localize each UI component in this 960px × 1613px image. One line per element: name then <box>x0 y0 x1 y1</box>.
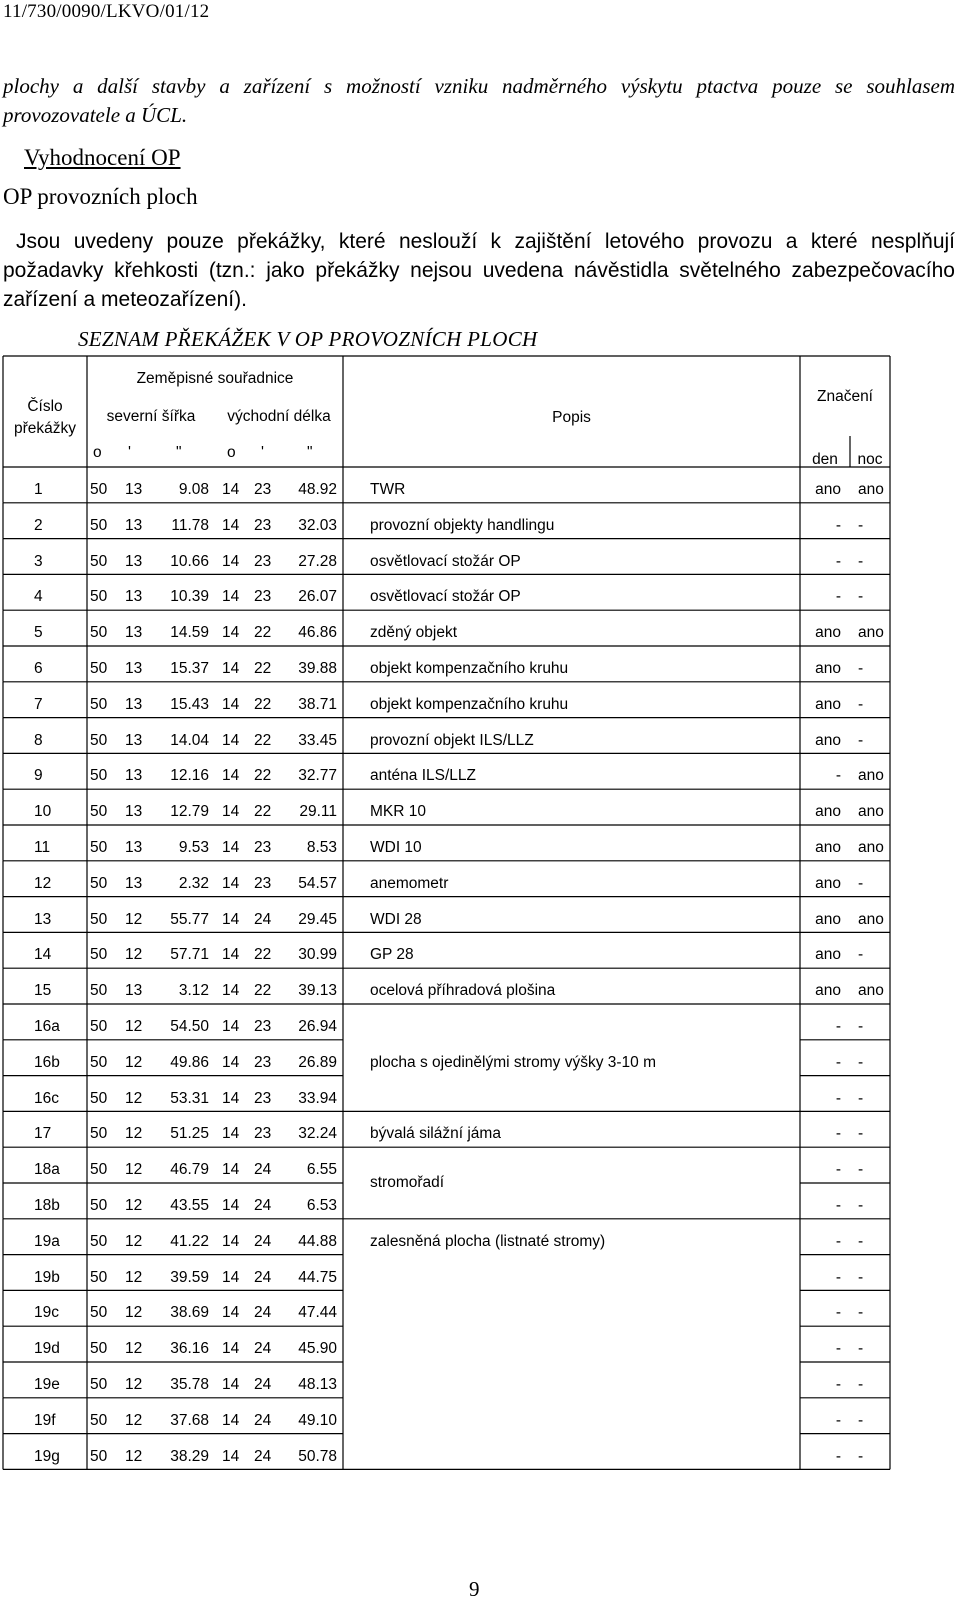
cell-lat-deg: 50 <box>90 695 108 713</box>
cell-lon-deg: 14 <box>222 624 240 642</box>
cell-lon-sec: 38.71 <box>298 695 337 713</box>
cell-lat-sec: 39.59 <box>170 1268 209 1286</box>
cell-lat-min: 12 <box>125 1053 143 1071</box>
header-unit-deg: o <box>93 444 102 461</box>
cell-den: - <box>835 1411 841 1429</box>
cell-lon-deg: 14 <box>222 1268 240 1286</box>
cell-lon-sec: 32.24 <box>298 1125 337 1143</box>
cell-lon-deg: 14 <box>222 1376 240 1393</box>
cell-lat-deg: 50 <box>90 910 108 928</box>
cell-lon-deg: 14 <box>222 695 240 713</box>
cell-lat-deg: 50 <box>90 624 108 642</box>
cell-obstacle-id: 16c <box>34 1089 59 1107</box>
cell-lat-sec: 46.79 <box>170 1161 209 1179</box>
cell-obstacle-id: 9 <box>34 767 43 785</box>
cell-lat-min: 13 <box>125 803 143 821</box>
cell-obstacle-id: 5 <box>34 624 43 642</box>
cell-den: ano <box>815 946 841 964</box>
cell-popis: zděný objekt <box>370 624 458 642</box>
cell-noc: - <box>858 1197 864 1214</box>
cell-lat-sec: 14.04 <box>170 731 209 749</box>
cell-lat-min: 13 <box>125 516 143 534</box>
cell-obstacle-id: 15 <box>34 982 52 1000</box>
cell-lon-sec: 26.94 <box>298 1018 337 1035</box>
cell-noc: - <box>858 1232 864 1250</box>
cell-lat-deg: 50 <box>90 481 108 498</box>
cell-lat-deg: 50 <box>90 1232 108 1250</box>
cell-noc: - <box>858 1340 864 1358</box>
cell-lon-deg: 14 <box>222 946 240 964</box>
header-unit-min: ' <box>261 444 264 461</box>
cell-noc: - <box>858 1268 864 1286</box>
cell-lon-deg: 14 <box>222 1447 240 1465</box>
cell-popis: objekt kompenzačního kruhu <box>370 660 569 677</box>
cell-lon-min: 23 <box>254 481 272 498</box>
cell-lon-deg: 14 <box>222 660 240 677</box>
cell-popis: objekt kompenzačního kruhu <box>370 695 569 713</box>
cell-lon-deg: 14 <box>222 516 240 534</box>
cell-lat-deg: 50 <box>90 731 108 749</box>
cell-lat-sec: 35.78 <box>170 1376 209 1393</box>
cell-lon-deg: 14 <box>222 874 240 892</box>
cell-lon-sec: 44.88 <box>298 1232 337 1250</box>
section-title: Vyhodnocení OP <box>24 145 181 170</box>
cell-lon-sec: 50.78 <box>298 1447 337 1465</box>
cell-obstacle-id: 11 <box>34 839 51 856</box>
header-cislo-line1: Číslo <box>27 398 63 415</box>
cell-lon-sec: 6.53 <box>306 1197 337 1214</box>
cell-lat-min: 12 <box>125 1376 143 1393</box>
cell-noc: ano <box>858 910 884 928</box>
cell-den: ano <box>815 982 841 1000</box>
cell-den: ano <box>815 803 841 821</box>
cell-lon-deg: 14 <box>222 1089 240 1107</box>
cell-den: - <box>835 552 841 570</box>
cell-popis: provozní objekt ILS/LLZ <box>370 731 534 749</box>
cell-lon-deg: 14 <box>222 767 240 785</box>
cell-den: ano <box>815 910 841 928</box>
cell-lat-sec: 9.08 <box>178 481 209 498</box>
header-popis: Popis <box>552 409 591 426</box>
cell-lat-deg: 50 <box>90 803 108 821</box>
cell-den: - <box>835 1376 841 1393</box>
cell-den: - <box>835 1304 841 1322</box>
cell-lon-min: 22 <box>254 695 272 713</box>
cell-noc: - <box>858 1376 864 1393</box>
cell-obstacle-id: 19f <box>34 1411 56 1429</box>
cell-lon-sec: 45.90 <box>298 1340 337 1358</box>
cell-obstacle-id: 8 <box>34 731 43 749</box>
cell-popis: osvětlovací stožár OP <box>370 552 521 570</box>
cell-obstacle-id: 19c <box>34 1304 59 1322</box>
cell-lat-min: 12 <box>125 1304 143 1322</box>
cell-noc: ano <box>858 839 884 856</box>
cell-lon-deg: 14 <box>222 1018 240 1035</box>
cell-lon-min: 23 <box>254 516 272 534</box>
cell-lat-deg: 50 <box>90 588 108 606</box>
cell-lat-deg: 50 <box>90 1018 108 1035</box>
cell-lat-sec: 11.78 <box>171 516 209 534</box>
cell-den: - <box>835 1232 841 1250</box>
cell-lon-sec: 29.45 <box>298 910 337 928</box>
cell-lat-sec: 41.22 <box>170 1232 209 1250</box>
cell-noc: - <box>858 1304 864 1322</box>
cell-lat-min: 13 <box>125 588 143 606</box>
cell-lat-deg: 50 <box>90 946 108 964</box>
cell-lon-min: 23 <box>254 1018 272 1035</box>
cell-noc: - <box>858 731 864 749</box>
cell-lon-min: 23 <box>254 1053 272 1071</box>
cell-lon-min: 24 <box>254 910 272 928</box>
cell-lon-sec: 49.10 <box>298 1411 337 1429</box>
cell-obstacle-id: 19a <box>34 1232 60 1250</box>
cell-lon-min: 24 <box>254 1268 272 1286</box>
cell-lat-sec: 43.55 <box>170 1197 209 1214</box>
cell-obstacle-id: 18a <box>34 1161 60 1179</box>
document-id: 11/730/0090/LKVO/01/12 <box>3 1 210 22</box>
cell-lon-deg: 14 <box>222 910 240 928</box>
cell-lat-min: 12 <box>125 1411 143 1429</box>
cell-lon-min: 22 <box>254 767 272 785</box>
cell-lat-sec: 38.69 <box>170 1304 209 1322</box>
cell-lat-sec: 10.66 <box>170 552 209 570</box>
cell-lon-sec: 48.92 <box>298 481 337 498</box>
body-paragraph: Jsou uvedeny pouze překážky, které neslouží k zajištění letového provozu a které nesplňují požadavky křehkosti (tzn.: jako překážky nejsou uvedena návěstidla světelného zabezpečovacího zařízení a meteozařízení). <box>3 230 955 311</box>
cell-lat-deg: 50 <box>90 767 108 785</box>
cell-lon-deg: 14 <box>222 1232 240 1250</box>
cell-lat-min: 13 <box>125 481 143 498</box>
cell-lon-min: 24 <box>254 1447 272 1465</box>
cell-lat-sec: 54.50 <box>170 1018 209 1035</box>
cell-den: ano <box>815 624 841 642</box>
cell-lon-deg: 14 <box>222 588 240 606</box>
cell-noc: - <box>858 588 864 606</box>
cell-obstacle-id: 19d <box>34 1340 60 1358</box>
header-noc: noc <box>857 451 883 468</box>
cell-lat-deg: 50 <box>90 1411 108 1429</box>
cell-lon-min: 23 <box>254 839 272 856</box>
cell-lat-sec: 57.71 <box>170 946 209 964</box>
cell-lon-sec: 39.13 <box>298 982 337 1000</box>
cell-lon-sec: 8.53 <box>306 839 337 856</box>
cell-obstacle-id: 18b <box>34 1197 60 1214</box>
subsection-title: OP provozních ploch <box>3 184 198 209</box>
cell-lat-min: 12 <box>125 1125 143 1143</box>
cell-lon-deg: 14 <box>222 1304 240 1322</box>
cell-noc: - <box>858 660 864 677</box>
cell-den: - <box>835 516 841 534</box>
cell-den: - <box>835 1161 841 1179</box>
header-unit-sec: " <box>176 444 182 461</box>
cell-noc: - <box>858 946 864 964</box>
cell-lon-min: 24 <box>254 1411 272 1429</box>
cell-lat-deg: 50 <box>90 1161 108 1179</box>
cell-obstacle-id: 6 <box>34 660 43 677</box>
cell-popis: WDI 28 <box>370 910 422 928</box>
header-latitude: severní šířka <box>106 408 196 425</box>
cell-lat-sec: 51.25 <box>170 1125 209 1143</box>
cell-noc: - <box>858 552 864 570</box>
cell-noc: - <box>858 1089 864 1107</box>
cell-obstacle-id: 19b <box>34 1268 60 1286</box>
cell-lon-min: 22 <box>254 803 272 821</box>
header-longitude: východní délka <box>227 408 331 425</box>
cell-lat-sec: 55.77 <box>170 910 209 928</box>
cell-lat-min: 13 <box>125 660 143 677</box>
cell-noc: - <box>858 874 864 892</box>
cell-noc: - <box>858 1053 864 1071</box>
intro-paragraph: plochy a další stavby a zařízení s možností vzniku nadměrného výskytu ptactva pouze se souhlasem provozovatele a ÚCL. <box>3 74 955 127</box>
header-unit-deg: o <box>227 444 236 461</box>
header-unit-sec: " <box>307 444 313 461</box>
cell-obstacle-id: 19e <box>34 1376 60 1393</box>
cell-lat-deg: 50 <box>90 1268 108 1286</box>
cell-den: - <box>835 1197 841 1214</box>
cell-noc: ano <box>858 624 884 642</box>
cell-lat-min: 12 <box>125 1089 143 1107</box>
cell-lat-deg: 50 <box>90 660 108 677</box>
cell-lon-min: 23 <box>254 588 272 606</box>
cell-lon-deg: 14 <box>222 1340 240 1358</box>
cell-lon-sec: 26.07 <box>298 588 337 606</box>
cell-lon-deg: 14 <box>222 803 240 821</box>
cell-obstacle-id: 3 <box>34 552 43 570</box>
cell-lon-sec: 48.13 <box>298 1376 337 1393</box>
cell-lon-deg: 14 <box>222 1125 240 1143</box>
cell-obstacle-id: 2 <box>34 516 43 534</box>
cell-lat-min: 12 <box>125 1197 143 1214</box>
cell-lat-deg: 50 <box>90 1447 108 1465</box>
cell-den: ano <box>815 660 841 677</box>
cell-lat-min: 13 <box>125 624 143 642</box>
cell-noc: ano <box>858 803 884 821</box>
cell-lat-deg: 50 <box>90 1376 108 1393</box>
cell-den: - <box>835 1089 841 1107</box>
cell-lon-deg: 14 <box>222 552 240 570</box>
cell-lon-min: 22 <box>254 731 272 749</box>
cell-obstacle-id: 17 <box>34 1125 52 1143</box>
cell-lon-deg: 14 <box>222 481 240 498</box>
cell-obstacle-id: 16b <box>34 1053 60 1071</box>
cell-den: - <box>835 1340 841 1358</box>
cell-lat-sec: 38.29 <box>170 1447 209 1465</box>
cell-lon-deg: 14 <box>222 731 240 749</box>
cell-noc: - <box>858 1161 864 1179</box>
cell-popis-merged: stromořadí <box>370 1174 445 1191</box>
cell-popis: anemometr <box>370 874 449 892</box>
cell-obstacle-id: 12 <box>34 874 52 892</box>
cell-lat-sec: 53.31 <box>170 1089 209 1107</box>
header-cislo-line2: překážky <box>13 420 77 437</box>
cell-noc: - <box>858 1018 864 1035</box>
cell-lat-min: 13 <box>125 839 143 856</box>
cell-lon-min: 23 <box>254 1089 272 1107</box>
cell-lon-sec: 29.11 <box>299 803 337 821</box>
cell-den: ano <box>815 731 841 749</box>
cell-lat-min: 13 <box>125 874 143 892</box>
cell-popis: osvětlovací stožár OP <box>370 588 521 606</box>
cell-lat-sec: 14.59 <box>170 624 209 642</box>
cell-lat-sec: 37.68 <box>170 1411 209 1429</box>
cell-den: - <box>835 767 841 785</box>
cell-lat-deg: 50 <box>90 982 108 1000</box>
cell-den: ano <box>815 695 841 713</box>
cell-noc: - <box>858 516 864 534</box>
cell-lon-deg: 14 <box>222 1411 240 1429</box>
cell-lon-min: 23 <box>254 1125 272 1143</box>
cell-lon-sec: 39.88 <box>298 660 337 677</box>
cell-lon-min: 24 <box>254 1304 272 1322</box>
cell-lat-deg: 50 <box>90 1089 108 1107</box>
cell-lat-deg: 50 <box>90 516 108 534</box>
cell-obstacle-id: 4 <box>34 588 43 606</box>
cell-obstacle-id: 1 <box>34 481 43 498</box>
cell-lon-sec: 46.86 <box>298 624 337 642</box>
cell-popis: plocha s ojedinělými stromy výšky 3-10 m <box>370 1053 656 1071</box>
cell-lon-min: 24 <box>254 1161 272 1179</box>
cell-obstacle-id: 14 <box>34 946 52 964</box>
cell-lon-sec: 32.03 <box>298 516 337 534</box>
cell-lat-sec: 3.12 <box>178 982 209 1000</box>
cell-lon-sec: 33.45 <box>298 731 337 749</box>
table-title: SEZNAM PŘEKÁŽEK V OP PROVOZNÍCH PLOCH <box>78 327 538 351</box>
cell-lat-sec: 12.79 <box>170 803 209 821</box>
cell-lat-deg: 50 <box>90 1197 108 1214</box>
header-den: den <box>812 451 838 468</box>
header-unit-min: ' <box>128 444 131 461</box>
cell-lat-deg: 50 <box>90 1304 108 1322</box>
cell-den: - <box>835 1053 841 1071</box>
cell-popis: TWR <box>370 481 406 498</box>
cell-den: ano <box>815 481 841 498</box>
cell-lat-min: 13 <box>125 695 143 713</box>
cell-lon-sec: 33.94 <box>298 1089 337 1107</box>
cell-lon-sec: 6.55 <box>306 1161 337 1179</box>
cell-den: ano <box>815 874 841 892</box>
cell-popis: GP 28 <box>370 946 414 964</box>
cell-lat-sec: 9.53 <box>178 839 209 856</box>
cell-noc: - <box>858 1411 864 1429</box>
cell-lat-min: 12 <box>125 1161 143 1179</box>
cell-lat-sec: 36.16 <box>170 1340 209 1358</box>
cell-noc: - <box>858 695 864 713</box>
cell-den: - <box>835 1447 841 1465</box>
cell-den: - <box>835 1018 841 1035</box>
cell-lat-sec: 10.39 <box>170 588 209 606</box>
cell-lat-min: 12 <box>125 946 143 964</box>
cell-lat-min: 12 <box>125 910 143 928</box>
cell-den: ano <box>815 839 841 856</box>
cell-lon-deg: 14 <box>222 982 240 1000</box>
cell-lon-min: 22 <box>254 660 272 677</box>
cell-lon-min: 22 <box>254 624 272 642</box>
cell-lon-min: 23 <box>254 874 272 892</box>
cell-popis: bývalá silážní jáma <box>370 1125 501 1143</box>
cell-lon-min: 24 <box>254 1376 272 1393</box>
cell-noc: ano <box>858 982 884 1000</box>
cell-den: - <box>835 1268 841 1286</box>
cell-lon-sec: 44.75 <box>298 1268 337 1286</box>
cell-popis: zalesněná plocha (listnaté stromy) <box>370 1232 606 1250</box>
cell-lat-sec: 2.32 <box>178 874 209 892</box>
cell-lat-deg: 50 <box>90 1340 108 1358</box>
cell-lat-min: 12 <box>125 1018 143 1035</box>
cell-lat-sec: 15.37 <box>170 660 209 677</box>
cell-obstacle-id: 10 <box>34 803 52 821</box>
cell-noc: ano <box>858 481 884 498</box>
cell-obstacle-id: 7 <box>34 695 43 713</box>
cell-lon-min: 22 <box>254 982 272 1000</box>
cell-lon-sec: 30.99 <box>298 946 337 964</box>
cell-obstacle-id: 16a <box>34 1018 60 1035</box>
cell-lon-min: 24 <box>254 1232 272 1250</box>
cell-lon-sec: 27.28 <box>298 552 337 570</box>
cell-lon-deg: 14 <box>222 1197 240 1214</box>
cell-lat-sec: 15.43 <box>170 695 209 713</box>
cell-lon-min: 24 <box>254 1197 272 1214</box>
cell-lat-min: 12 <box>125 1232 143 1250</box>
cell-lon-deg: 14 <box>222 1053 240 1071</box>
cell-lat-sec: 49.86 <box>170 1053 209 1071</box>
cell-lat-deg: 50 <box>90 552 108 570</box>
cell-lon-sec: 54.57 <box>298 874 337 892</box>
cell-lon-sec: 32.77 <box>298 767 337 785</box>
cell-noc: - <box>858 1125 864 1143</box>
page-number: 9 <box>469 1577 480 1601</box>
header-znaceni: Značení <box>816 388 873 405</box>
cell-lat-deg: 50 <box>90 1053 108 1071</box>
cell-lat-min: 13 <box>125 552 143 570</box>
cell-lat-deg: 50 <box>90 839 108 856</box>
cell-lat-sec: 12.16 <box>170 767 209 785</box>
cell-lon-deg: 14 <box>222 1161 240 1179</box>
cell-lon-deg: 14 <box>222 839 240 856</box>
cell-lat-min: 12 <box>125 1340 143 1358</box>
header-coordinates: Zeměpisné souřadnice <box>136 370 294 387</box>
cell-lon-min: 23 <box>254 552 272 570</box>
cell-lat-deg: 50 <box>90 1125 108 1143</box>
cell-noc: ano <box>858 767 884 785</box>
cell-obstacle-id: 19g <box>34 1447 60 1465</box>
cell-lat-min: 13 <box>125 767 143 785</box>
cell-lat-min: 12 <box>125 1447 143 1465</box>
cell-lat-min: 13 <box>125 731 143 749</box>
cell-den: - <box>835 1125 841 1143</box>
cell-popis: WDI 10 <box>370 839 422 856</box>
cell-popis: anténa ILS/LLZ <box>370 767 476 785</box>
cell-popis: MKR 10 <box>370 803 426 821</box>
cell-lon-sec: 47.44 <box>298 1304 337 1322</box>
cell-noc: - <box>858 1447 864 1465</box>
cell-obstacle-id: 13 <box>34 910 52 928</box>
cell-popis: ocelová příhradová plošina <box>370 982 556 1000</box>
cell-lat-deg: 50 <box>90 874 108 892</box>
cell-popis: provozní objekty handlingu <box>370 516 555 534</box>
cell-lat-min: 12 <box>125 1268 143 1286</box>
cell-lon-min: 22 <box>254 946 272 964</box>
cell-lat-min: 13 <box>125 982 143 1000</box>
cell-den: - <box>835 588 841 606</box>
cell-lon-sec: 26.89 <box>298 1053 337 1071</box>
cell-lon-min: 24 <box>254 1340 272 1358</box>
